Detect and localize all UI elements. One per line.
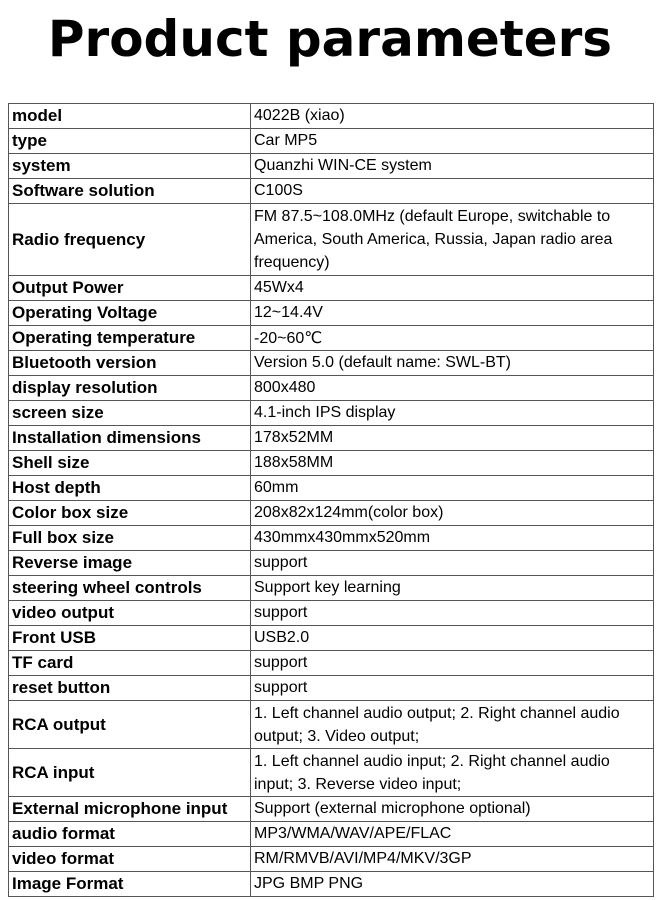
param-label: system: [9, 154, 251, 179]
table-row: [9, 451, 654, 476]
param-label: video output: [9, 601, 251, 626]
param-label: Bluetooth version: [9, 351, 251, 376]
table-row: [9, 601, 654, 626]
page-title: Product parameters: [47, 10, 613, 68]
table-row: [9, 526, 654, 551]
param-value: C100S: [251, 179, 654, 204]
param-label: Reverse image: [9, 551, 251, 576]
table-row: [9, 476, 654, 501]
param-value: 800x480: [251, 376, 654, 401]
param-value: support: [251, 551, 654, 576]
param-value: RM/RMVB/AVI/MP4/MKV/3GP: [251, 847, 654, 872]
table-row: [9, 749, 654, 797]
param-label: display resolution: [9, 376, 251, 401]
table-row: [9, 797, 654, 822]
param-label: Radio frequency: [9, 204, 251, 276]
table-row: [9, 326, 654, 351]
param-label: Color box size: [9, 501, 251, 526]
param-label: steering wheel controls: [9, 576, 251, 601]
param-label: Image Format: [9, 872, 251, 897]
param-value: -20~60℃: [251, 326, 654, 351]
param-label: model: [9, 104, 251, 129]
param-label: video format: [9, 847, 251, 872]
table-row: [9, 822, 654, 847]
table-row: [9, 501, 654, 526]
param-label: Software solution: [9, 179, 251, 204]
table-row: [9, 676, 654, 701]
param-value: 178x52MM: [251, 426, 654, 451]
table-row: [9, 626, 654, 651]
table-row: [9, 872, 654, 897]
table-row: [9, 401, 654, 426]
param-value: 1. Left channel audio input; 2. Right channel audio input; 3. Reverse video input;: [251, 749, 654, 797]
table-row: [9, 376, 654, 401]
param-value: 60mm: [251, 476, 654, 501]
table-row: [9, 551, 654, 576]
param-label: Shell size: [9, 451, 251, 476]
table-row: [9, 301, 654, 326]
param-label: RCA input: [9, 749, 251, 797]
param-value: JPG BMP PNG: [251, 872, 654, 897]
param-value: 4.1-inch IPS display: [251, 401, 654, 426]
parameters-table: [8, 103, 654, 897]
table-row: [9, 276, 654, 301]
param-value: 45Wx4: [251, 276, 654, 301]
param-value: Support key learning: [251, 576, 654, 601]
param-value: support: [251, 601, 654, 626]
param-label: External microphone input: [9, 797, 251, 822]
param-label: RCA output: [9, 701, 251, 749]
param-value: Quanzhi WIN-CE system: [251, 154, 654, 179]
param-value: 1. Left channel audio output; 2. Right channel audio output; 3. Video output;: [251, 701, 654, 749]
param-label: Operating temperature: [9, 326, 251, 351]
param-value: 4022B (xiao): [251, 104, 654, 129]
param-value: USB2.0: [251, 626, 654, 651]
param-label: Installation dimensions: [9, 426, 251, 451]
param-label: Operating Voltage: [9, 301, 251, 326]
param-value: MP3/WMA/WAV/APE/FLAC: [251, 822, 654, 847]
param-label: Output Power: [9, 276, 251, 301]
table-row: [9, 154, 654, 179]
table-row: [9, 129, 654, 154]
table-row: [9, 847, 654, 872]
param-value: 430mmx430mmx520mm: [251, 526, 654, 551]
param-label: Host depth: [9, 476, 251, 501]
param-value: 12~14.4V: [251, 301, 654, 326]
table-row: [9, 426, 654, 451]
param-value: Version 5.0 (default name: SWL-BT): [251, 351, 654, 376]
param-value: 208x82x124mm(color box): [251, 501, 654, 526]
param-value: support: [251, 651, 654, 676]
param-value: FM 87.5~108.0MHz (default Europe, switchable to America, South America, Russia, Japan radio area frequency): [251, 204, 654, 276]
param-value: support: [251, 676, 654, 701]
table-row: [9, 204, 654, 276]
param-value: Car MP5: [251, 129, 654, 154]
table-row: [9, 701, 654, 749]
table-row: [9, 179, 654, 204]
param-label: reset button: [9, 676, 251, 701]
param-value: 188x58MM: [251, 451, 654, 476]
param-label: audio format: [9, 822, 251, 847]
table-row: [9, 104, 654, 129]
param-label: screen size: [9, 401, 251, 426]
param-value: Support (external microphone optional): [251, 797, 654, 822]
table-row: [9, 351, 654, 376]
table-row: [9, 576, 654, 601]
param-label: type: [9, 129, 251, 154]
param-label: Front USB: [9, 626, 251, 651]
param-label: Full box size: [9, 526, 251, 551]
param-label: TF card: [9, 651, 251, 676]
table-row: [9, 651, 654, 676]
